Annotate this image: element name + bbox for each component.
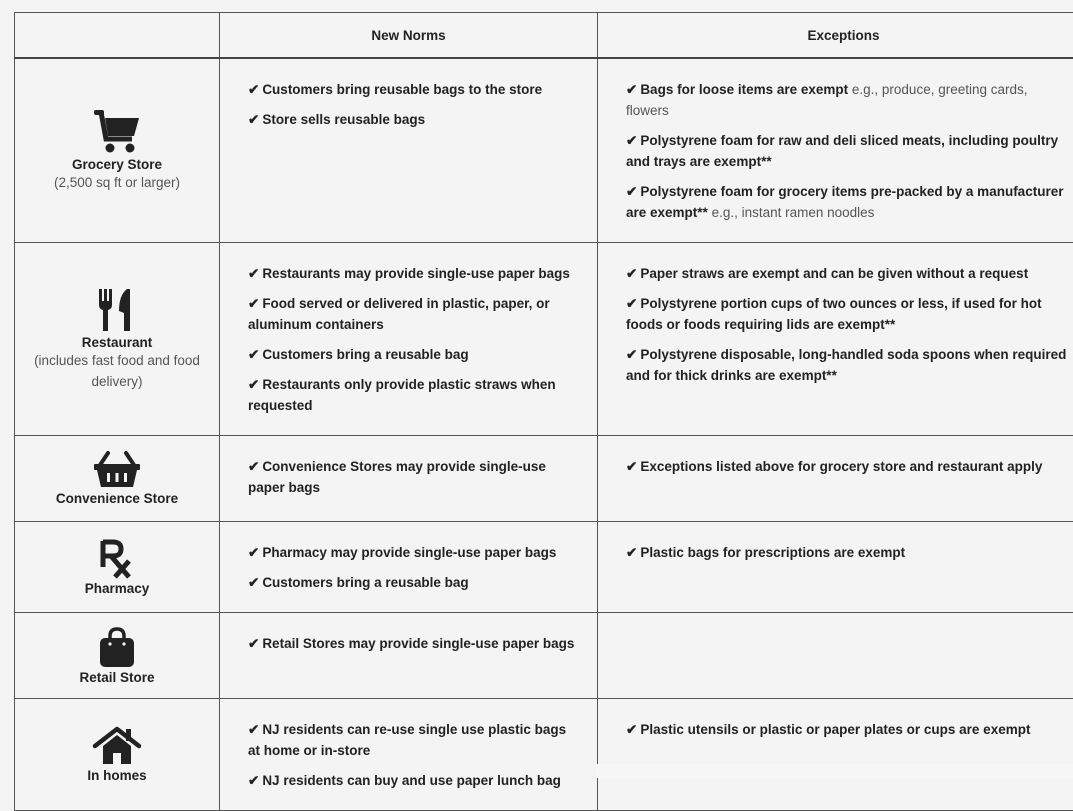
category-cell [15, 436, 220, 522]
norm-item: ✔ Store sells reusable bags [248, 109, 577, 130]
category-subtext: (includes fast food and food delivery) [21, 350, 213, 392]
category-name: Restaurant [21, 335, 213, 350]
checkmark-icon: ✔ [248, 773, 259, 788]
table-row-grocery-store [15, 58, 1073, 243]
category-subtext: (2,500 sq ft or larger) [21, 172, 213, 193]
category-cell [15, 699, 220, 811]
checkmark-icon: ✔ [248, 459, 259, 474]
norm-item: ✔ Customers bring a reusable bag [248, 572, 577, 593]
new-norms-cell [220, 243, 598, 436]
checkmark-icon: ✔ [626, 722, 637, 737]
checkmark-icon: ✔ [248, 266, 259, 281]
exception-item: ✔ Polystyrene foam for grocery items pre-packed by a manufacturer are exempt** e.g., instant ramen noodles [626, 181, 1069, 223]
checkmark-icon: ✔ [248, 296, 259, 311]
basket-icon [92, 451, 142, 489]
exceptions-cell [598, 243, 1073, 436]
new-norms-cell [220, 436, 598, 522]
norm-item: ✔ Pharmacy may provide single-use paper bags [248, 542, 577, 563]
norm-item: ✔ Restaurants only provide plastic straws when requested [248, 374, 577, 416]
checkmark-icon: ✔ [626, 347, 637, 362]
category-cell [15, 243, 220, 436]
norm-item: ✔ NJ residents can re-use single use plastic bags at home or in-store [248, 719, 577, 761]
checkmark-icon: ✔ [626, 133, 637, 148]
category-cell [15, 613, 220, 699]
bottom-strip [596, 764, 1073, 778]
category-name: In homes [21, 768, 213, 783]
checkmark-icon: ✔ [626, 459, 637, 474]
category-cell [15, 522, 220, 613]
norm-item: ✔ NJ residents can buy and use paper lunch bag [248, 770, 577, 791]
checkmark-icon: ✔ [248, 636, 259, 651]
header-new-norms: New Norms [220, 13, 598, 59]
checkmark-icon: ✔ [248, 545, 259, 560]
category-cell [15, 58, 220, 243]
norm-item: ✔ Restaurants may provide single-use paper bags [248, 263, 577, 284]
norm-item: ✔ Retail Stores may provide single-use paper bags [248, 633, 577, 654]
exception-item: ✔ Polystyrene disposable, long-handled soda spoons when required and for thick drinks are exempt** [626, 344, 1069, 386]
checkmark-icon: ✔ [626, 266, 637, 281]
table-header-row [15, 13, 1073, 59]
exception-item: ✔ Polystyrene foam for raw and deli sliced meats, including poultry and trays are exempt** [626, 130, 1069, 172]
category-name: Retail Store [21, 670, 213, 685]
table-row-convenience-store [15, 436, 1073, 522]
category-name: Pharmacy [21, 581, 213, 596]
checkmark-icon: ✔ [626, 184, 637, 199]
header-category [15, 13, 220, 59]
checkmark-icon: ✔ [248, 82, 259, 97]
header-exceptions: Exceptions [598, 13, 1073, 59]
shopping-cart-icon [92, 109, 142, 155]
fork-knife-icon [97, 287, 137, 333]
category-name: Grocery Store [21, 157, 213, 172]
table-row-in-homes [15, 699, 1073, 811]
exceptions-cell [598, 613, 1073, 699]
checkmark-icon: ✔ [626, 545, 637, 560]
prescription-rx-icon [99, 539, 135, 579]
table-row-retail-store [15, 613, 1073, 699]
norm-item: ✔ Convenience Stores may provide single-use paper bags [248, 456, 577, 498]
norm-item: ✔ Customers bring reusable bags to the store [248, 79, 577, 100]
checkmark-icon: ✔ [248, 575, 259, 590]
exception-item: ✔ Exceptions listed above for grocery store and restaurant apply [626, 456, 1069, 477]
house-icon [92, 726, 142, 766]
new-norms-cell [220, 699, 598, 811]
checkmark-icon: ✔ [626, 82, 637, 97]
category-name: Convenience Store [21, 491, 213, 506]
norm-item: ✔ Food served or delivered in plastic, paper, or aluminum containers [248, 293, 577, 335]
checkmark-icon: ✔ [248, 112, 259, 127]
exceptions-cell [598, 522, 1073, 613]
norm-item: ✔ Customers bring a reusable bag [248, 344, 577, 365]
new-norms-cell [220, 58, 598, 243]
new-norms-cell [220, 613, 598, 699]
exception-item: ✔ Plastic bags for prescriptions are exempt [626, 542, 1069, 563]
exceptions-cell [598, 699, 1073, 811]
new-norms-cell [220, 522, 598, 613]
exception-item: ✔ Bags for loose items are exempt e.g., produce, greeting cards, flowers [626, 79, 1069, 121]
checkmark-icon: ✔ [248, 347, 259, 362]
table-row-pharmacy [15, 522, 1073, 613]
checkmark-icon: ✔ [626, 296, 637, 311]
exceptions-cell [598, 58, 1073, 243]
exceptions-cell [598, 436, 1073, 522]
checkmark-icon: ✔ [248, 722, 259, 737]
table-row-restaurant [15, 243, 1073, 436]
exception-item: ✔ Plastic utensils or plastic or paper plates or cups are exempt [626, 719, 1069, 740]
shopping-bag-icon [97, 626, 137, 668]
norms-table-container [14, 12, 1073, 811]
exception-item: ✔ Paper straws are exempt and can be given without a request [626, 263, 1069, 284]
checkmark-icon: ✔ [248, 377, 259, 392]
exception-item: ✔ Polystyrene portion cups of two ounces or less, if used for hot foods or foods requiring lids are exempt** [626, 293, 1069, 335]
norms-table [14, 12, 1073, 811]
